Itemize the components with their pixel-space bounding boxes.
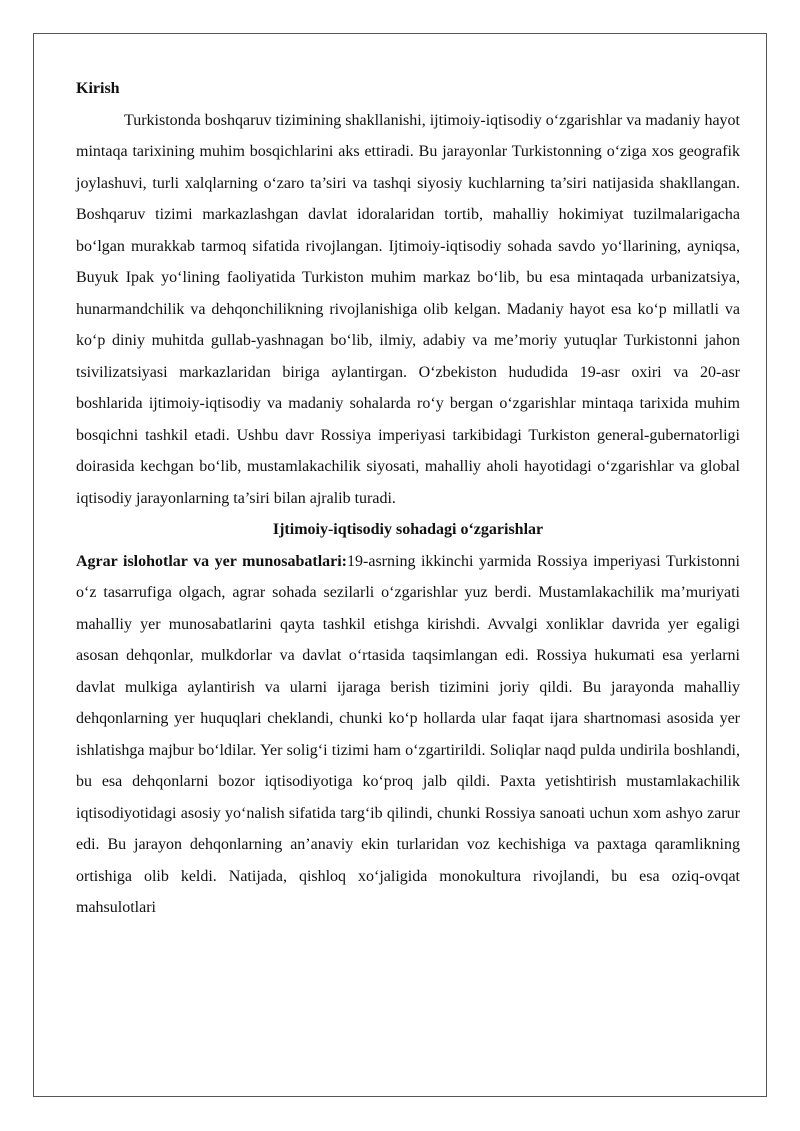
document-body <box>76 73 740 924</box>
paragraph-agrarian-reforms <box>76 546 740 924</box>
section-heading-introduction: Kirish <box>76 80 120 97</box>
paragraph-introduction: Turkistonda boshqaruv tizimining shakllanishi, ijtimoiy-iqtisodiy o‘zgarishlar va madaniy hayot mintaqa tarixining muhim bosqichlarini aks ettiradi. Bu jarayonlar Turkistonning o‘ziga xos geografik joylashuvi, turli xalqlarning o‘zaro ta’siri va tashqi siyosiy kuchlarning ta’siri natijasida shakllangan. Boshqaruv tizimi markazlashgan davlat idoralaridan tortib, mahalliy hokimiyat tuzilmalarigacha bo‘lgan murakkab tarmoq sifatida rivojlangan. Ijtimoiy-iqtisodiy sohada savdo yo‘llarining, ayniqsa, Buyuk Ipak yo‘lining faoliyatida Turkiston muhim markaz bo‘lib, bu esa mintaqada urbanizatsiya, hunarmandchilik va dehqonchilikning rivojlanishiga olib kelgan. Madaniy hayot esa ko‘p millatli va ko‘p diniy muhitda gullab-yashnagan bo‘lib, ilmiy, adabiy va me’moriy yutuqlar Turkistonni jahon tsivilizatsiyasi markazlaridan biriga aylantirgan. O‘zbekiston hududida 19-asr oxiri va 20-asr boshlarida ijtimoiy-iqtisodiy va madaniy sohalarda ro‘y bergan o‘zgarishlar mintaqa tarixida muhim bosqichni tashkil etadi. Ushbu davr Rossiya imperiyasi tarkibidagi Turkiston general-gubernatorligi doirasida kechgan bo‘lib, mustamlakachilik siyosati, mahalliy aholi hayotidagi o‘zgarishlar va global iqtisodiy jarayonlarning ta’siri bilan ajralib turadi. <box>76 111 740 507</box>
paragraph-body-text: 19-asrning ikkinchi yarmida Rossiya imperiyasi Turkistonni o‘z tasarrufiga olgach, agrar sohada sezilarli o‘zgarishlar yuz berdi. Mustamlakachilik ma’muriyati mahalliy yer munosabatlarini qayta tashkil etishga kirishdi. Avvalgi xonliklar davrida yer egaligi asosan dehqonlar, mulkdorlar va davlat o‘rtasida taqsimlangan edi. Rossiya hukumati esa yerlarni davlat mulkiga aylantirish va ularni ijaraga berish tizimini joriy qildi. Bu jarayonda mahalliy dehqonlarning yer huquqlari cheklandi, chunki ko‘p hollarda ular faqat ijara shartnomasi asosida yer ishlatishga majbur bo‘ldilar. Yer solig‘i tizimi ham o‘zgartirildi. Soliqlar naqd pulda undirila boshlandi, bu esa dehqonlarni bozor iqtisodiyotiga ko‘proq jalb qildi. Paxta yetishtirish mustamlakachilik iqtisodiyotidagi asosiy yo‘nalish sifatida targ‘ib qilindi, chunki Rossiya sanoati uchun xom ashyo zarur edi. Bu jarayon dehqonlarning an’anaviy ekin turlaridan voz kechishiga va paxtaga qaramlikning ortishiga olib keldi. Natijada, qishloq xo‘jaligida monokultura rivojlandi, bu esa oziq-ovqat mahsulotlari <box>76 552 740 916</box>
paragraph-lead-label: Agrar islohotlar va yer munosabatlari: <box>76 552 348 570</box>
section-heading-socio-economic: Ijtimoiy-iqtisodiy sohadagi o‘zgarishlar <box>272 521 544 538</box>
